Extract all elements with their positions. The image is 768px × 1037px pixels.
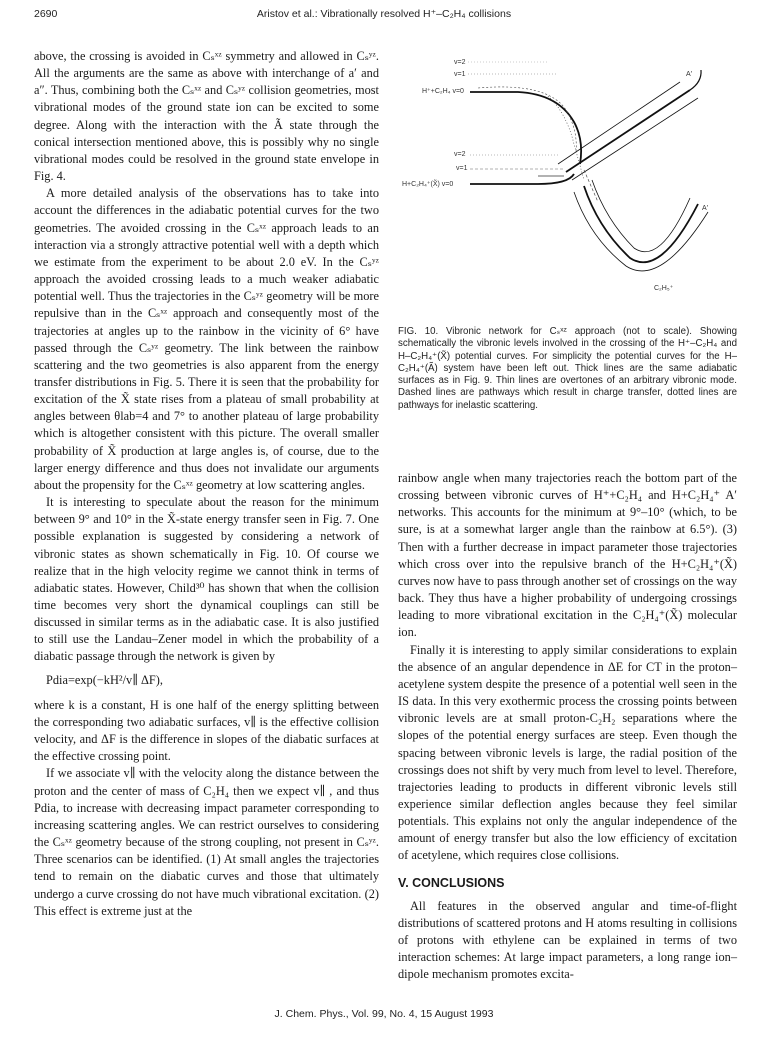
level-label: v=1 [456, 165, 468, 172]
paragraph: where k is a constant, H is one half of the energy splitting between the corresponding two adiabatic surfaces, v∥ is the effective collision velocity, and ΔF is the difference in slopes of the diabatic surfaces at the effective crossing point. [34, 697, 379, 764]
paragraph: A more detailed analysis of the observations has to take into account the differences in the adiabatic potential curves for the two geometries. The avoided crossing in the Cₛˣᶻ approach leads to an interaction via a strongly attractive potential well with a depth which we estimate from the experiment to be about 2.0 eV. In the Cₛʸᶻ approach the avoided crossing leads to a much weaker adiabatic potential well. Thus the trajectories in the Cₛʸᶻ geometry will be more repulsive than in the Cₛˣᶻ approach and consequently most of the trajectories at angles up to the rainbow in the vicinity of 6° have passed through the Cₛʸᶻ geometry. The link between the rainbow scattering and the two geometries is also apparent from the energy transfer distributions in Fig. 5. There it is seen that the probability for excitation of the X̃ state rises from a plateau of small probability at angles between θlab=4 and 7° to another plateau of large probability which is altogether consistent with this picture. The overall smaller probability of X̃ production at large angles is, of course, due to the larger energy difference and thus does not invalidate our arguments about the propensity for the Cₛˣᶻ geometry at low scattering angles. [34, 186, 379, 492]
page-number: 2690 [34, 8, 58, 20]
paragraph: above, the crossing is avoided in Cₛˣᶻ symmetry and allowed in Cₛʸᶻ. All the arguments are the same as above with interchange of a′ and a″. Thus, combining both the Cₛˣᶻ and Cₛʸᶻ collision geometries, most vibrational modes of the ground state ion can be excited to some degree. Along with the interaction with the Ã state through the conical intersection mentioned above, this is possibly why no single vibrational modes could be resolved in the ground state envelope in Fig. 4. [34, 49, 379, 184]
paragraph: Finally it is interesting to apply similar considerations to explain the absence of an angular dependence in ΔE for CT in the proton–acetylene system despite the presence of a potential well seen in the IS data. In this very exothermic process the crossing points between vibronic levels are at small proton-C₂H₂ separations where the slopes of the potential energy surfaces are steep. Even though the spacing between vibronic levels is large, the radial position of the crossings does not shift by very much from level to level. Therefore, trajectories leading to products in different vibronic levels still experience similar deflection angles because they feel similar potentials. This explains not only the angular independence of the amount of energy transfer but also the low efficiency of excitation of acetylene, which requires close collisions. [398, 642, 737, 863]
paragraph: All features in the observed angular and time-of-flight distributions of scattered protons and H atoms resulting in collisions of protons with ethylene can be explained in terms of two interaction schemes: At large impact parameters, a long range ion–dipole mechanism promotes excita- [398, 898, 737, 982]
figure-caption: FIG. 10. Vibronic network for Cₛˣᶻ approach (not to scale). Showing schematically the vibronic levels involved in the crossing of the H⁺–C₂H₄ and H–C₂H₄⁺(X̃) potential curves. For simplicity the potential curves for the H–C₂H₄⁺(Ã) system have been left out. Thick lines are the same adiabatic surfaces as in Fig. 9. Thin lines are overtones of an arbitrary vibronic mode. Dashed lines are pathways which result in charge transfer, dotted lines are pathways for inelastic scattering. [398, 326, 737, 411]
left-column [34, 48, 379, 920]
level-label: v=2 [454, 59, 466, 66]
vibronic-network-figure [398, 52, 737, 314]
paragraph: rainbow angle when many trajectories reach the bottom part of the crossing between vibronic curves of H⁺+C₂H₄ and H+C₂H₄⁺ A′ networks. This accounts for the minimum at 9°–10° (which, to be sure, is at a somewhat larger angle than the rainbow at 6.5°). (3) Then with a further decrease in impact parameter those trajectories which cross over into the repulsive branch of the H+C₂H₄⁺(X̃) curves now have to pass through another set of crossings on the way back. They thus have a higher probability of undergoing crossings leading to more vibrational excitation in the C₂H₄⁺(X̃) molecular ion. [398, 471, 737, 640]
level-label: v=1 [454, 71, 466, 78]
page-header [34, 8, 734, 24]
product-label: C₂H₅⁺ [654, 285, 674, 292]
paragraph: It is interesting to speculate about the reason for the minimum between 9° and 10° in the X̃-state energy transfer seen in Fig. 7. One possible explanation is suggested by considering a network of vibronic states as shown schematically in Fig. 10. Of course we realize that in the high velocity regime we cannot think in terms of adiabatic states. However, Child³⁰ has shown that when the collision time becomes very short the dynamical couplings can still be discussed in similar terms as in the adiabatic case. It is also justified to still use the Landau–Zener model in which the probability of a diabatic passage through the network is given by [34, 495, 379, 664]
section-heading: V. CONCLUSIONS [398, 875, 505, 890]
running-title: Aristov et al.: Vibrationally resolved H⁺–C₂H₄ collisions [256, 8, 512, 20]
state-label: A′ [702, 205, 708, 212]
landau-zener-equation: Pdia=exp(−kH²/v∥ ΔF), [46, 672, 163, 687]
page-footer: J. Chem. Phys., Vol. 99, No. 4, 15 August 1993 [274, 1008, 494, 1020]
state-label: A′ [686, 71, 692, 78]
right-column [398, 470, 737, 984]
paragraph: If we associate v∥ with the velocity along the distance between the proton and the center of mass of C₂H₄ then we expect v∥ , and thus Pdia, to increase with decreasing impact parameter corresponding to increasing scattering angles. We can restrict ourselves to considering the Cₛˣᶻ geometry because of the strong coupling, not present in Cₛʸᶻ. Three scenarios can be identified. (1) At small angles the trajectories tend to remain on the diabatic curves and those that ultimately undergo a curve crossing do not have much vibrational excitation. (2) This effect is extreme just at the [34, 766, 379, 918]
level-label: v=2 [454, 151, 466, 158]
level-label: H⁺+C₂H₄ v=0 [422, 88, 464, 95]
level-label: H+C₂H₄⁺(X̃) v=0 [402, 181, 454, 188]
